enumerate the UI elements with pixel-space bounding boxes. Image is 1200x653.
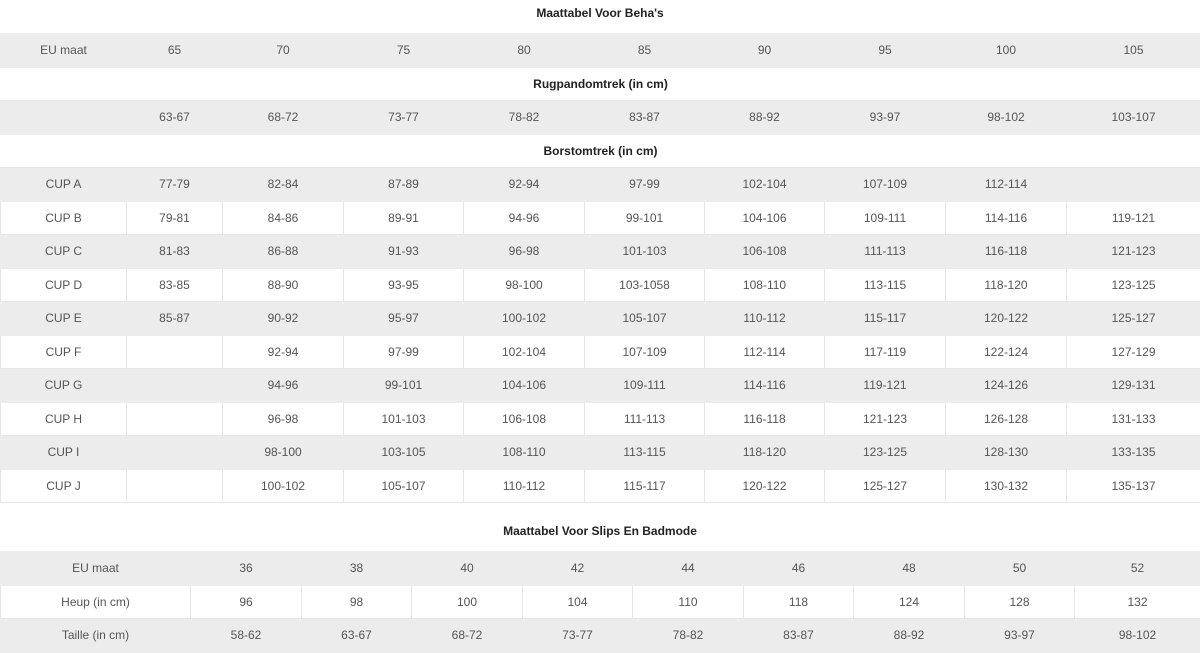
underband-cell: 98-102 [946,101,1067,135]
slip-cell: 48 [854,552,965,586]
bust-cell: 104-106 [705,201,825,235]
bust-cell: 106-108 [464,402,585,436]
slip-cell: 100 [412,585,523,619]
bust-cell: 110-112 [705,302,825,336]
slip-row [1,552,1200,586]
bust-cell: 108-110 [464,436,585,470]
bust-cell: 130-132 [946,469,1067,503]
slip-cell: 73-77 [523,619,633,653]
slip-cell: 118 [744,585,854,619]
bust-cell: 98-100 [223,436,344,470]
bust-section-row [1,134,1200,168]
cup-label: CUP C [1,235,127,269]
slip-cell: 88-92 [854,619,965,653]
slip-cell: 104 [523,585,633,619]
slip-cell: 68-72 [412,619,523,653]
underband-cell: 68-72 [223,101,344,135]
bust-cell: 104-106 [464,369,585,403]
bust-cell: 101-103 [585,235,705,269]
slip-cell: 124 [854,585,965,619]
slip-cell: 63-67 [302,619,412,653]
bra-size-table [0,33,1200,503]
underband-cell: 93-97 [825,101,946,135]
bust-cell: 120-122 [946,302,1067,336]
bust-cell: 119-121 [1067,201,1200,235]
underband-row [1,101,1200,135]
bust-cell [127,469,223,503]
bust-cell: 131-133 [1067,402,1200,436]
bust-cell: 81-83 [127,235,223,269]
bust-cell: 97-99 [344,335,464,369]
bust-cell: 110-112 [464,469,585,503]
slip-cell: 44 [633,552,744,586]
bust-cell: 114-116 [705,369,825,403]
bust-cell: 87-89 [344,168,464,202]
cup-row [1,235,1200,269]
bust-cell: 89-91 [344,201,464,235]
slip-cell: 36 [191,552,302,586]
bust-cell: 113-115 [825,268,946,302]
bust-cell: 115-117 [585,469,705,503]
bust-cell: 91-93 [344,235,464,269]
bust-cell: 117-119 [825,335,946,369]
bust-cell: 111-113 [585,402,705,436]
eu-size-cell: 65 [127,34,223,68]
bust-cell: 114-116 [946,201,1067,235]
cup-row [1,168,1200,202]
bust-cell: 99-101 [344,369,464,403]
bust-cell: 101-103 [344,402,464,436]
bust-cell: 123-125 [825,436,946,470]
bust-cell: 112-114 [705,335,825,369]
bust-cell: 107-109 [825,168,946,202]
cup-row [1,469,1200,503]
slip-cell: 132 [1075,585,1200,619]
slip-cell: 40 [412,552,523,586]
bust-cell: 126-128 [946,402,1067,436]
bust-cell: 127-129 [1067,335,1200,369]
cup-label: CUP F [1,335,127,369]
bust-cell: 112-114 [946,168,1067,202]
bust-cell: 77-79 [127,168,223,202]
slip-cell: 83-87 [744,619,854,653]
bust-cell: 84-86 [223,201,344,235]
bust-cell [127,436,223,470]
bust-cell: 125-127 [825,469,946,503]
bust-cell: 129-131 [1067,369,1200,403]
bust-cell: 108-110 [705,268,825,302]
bust-cell: 85-87 [127,302,223,336]
slip-row-label: Heup (in cm) [1,585,191,619]
bust-cell: 90-92 [223,302,344,336]
bust-cell: 98-100 [464,268,585,302]
slip-cell: 110 [633,585,744,619]
cup-label: CUP D [1,268,127,302]
eu-size-cell: 90 [705,34,825,68]
cup-row [1,436,1200,470]
eu-size-header-row [1,34,1200,68]
cup-label: CUP J [1,469,127,503]
bust-cell: 128-130 [946,436,1067,470]
underband-cell: 63-67 [127,101,223,135]
slip-cell: 98 [302,585,412,619]
bust-cell [127,335,223,369]
underband-cell: 83-87 [585,101,705,135]
bust-cell: 96-98 [223,402,344,436]
bust-cell: 124-126 [946,369,1067,403]
bust-cell: 121-123 [825,402,946,436]
bust-cell: 123-125 [1067,268,1200,302]
row-label [1,101,127,135]
bust-cell: 115-117 [825,302,946,336]
bust-cell: 106-108 [705,235,825,269]
bust-cell: 83-85 [127,268,223,302]
underband-cell: 88-92 [705,101,825,135]
bust-cell: 116-118 [705,402,825,436]
bust-cell: 100-102 [223,469,344,503]
bust-cell: 113-115 [585,436,705,470]
cup-label: CUP A [1,168,127,202]
bust-cell: 109-111 [585,369,705,403]
eu-size-cell: 75 [344,34,464,68]
bust-cell: 94-96 [464,201,585,235]
bra-size-chart-title: Maattabel Voor Beha's [0,0,1200,33]
bust-cell: 111-113 [825,235,946,269]
slip-size-chart-title: Maattabel Voor Slips En Badmode [0,503,1200,551]
bust-cell: 88-90 [223,268,344,302]
eu-size-cell: 95 [825,34,946,68]
bust-cell: 100-102 [464,302,585,336]
bust-cell: 103-1058 [585,268,705,302]
bust-cell: 96-98 [464,235,585,269]
bust-cell: 120-122 [705,469,825,503]
slip-row-label: EU maat [1,552,191,586]
slip-cell: 52 [1075,552,1200,586]
bust-cell: 82-84 [223,168,344,202]
bust-section-title: Borstomtrek (in cm) [1,134,1200,168]
cup-row [1,369,1200,403]
slip-row [1,619,1200,653]
bust-cell: 116-118 [946,235,1067,269]
bust-cell: 102-104 [464,335,585,369]
slip-row [1,585,1200,619]
slip-cell: 78-82 [633,619,744,653]
cup-label: CUP B [1,201,127,235]
slip-cell: 96 [191,585,302,619]
bust-cell: 97-99 [585,168,705,202]
slip-row-label: Taille (in cm) [1,619,191,653]
bust-cell: 92-94 [223,335,344,369]
bust-cell: 92-94 [464,168,585,202]
bust-cell: 93-95 [344,268,464,302]
bust-cell: 122-124 [946,335,1067,369]
underband-cell: 73-77 [344,101,464,135]
bust-cell: 103-105 [344,436,464,470]
row-label: EU maat [1,34,127,68]
bust-cell: 121-123 [1067,235,1200,269]
underband-section-title: Rugpandomtrek (in cm) [1,67,1200,101]
cup-row [1,201,1200,235]
cup-row [1,335,1200,369]
bust-cell [127,369,223,403]
cup-row [1,268,1200,302]
slip-cell: 128 [965,585,1075,619]
underband-cell: 103-107 [1067,101,1200,135]
eu-size-cell: 85 [585,34,705,68]
bust-cell: 95-97 [344,302,464,336]
bust-cell [1067,168,1200,202]
bust-cell: 135-137 [1067,469,1200,503]
bust-cell: 109-111 [825,201,946,235]
bust-cell: 79-81 [127,201,223,235]
slip-cell: 42 [523,552,633,586]
cup-label: CUP I [1,436,127,470]
eu-size-cell: 80 [464,34,585,68]
bust-cell: 133-135 [1067,436,1200,470]
bust-cell: 107-109 [585,335,705,369]
bust-cell: 99-101 [585,201,705,235]
slip-cell: 38 [302,552,412,586]
bust-cell: 86-88 [223,235,344,269]
cup-row [1,302,1200,336]
eu-size-cell: 70 [223,34,344,68]
slip-size-table [0,551,1200,653]
bust-cell: 105-107 [344,469,464,503]
eu-size-cell: 100 [946,34,1067,68]
cup-row [1,402,1200,436]
bust-cell: 118-120 [705,436,825,470]
underband-cell: 78-82 [464,101,585,135]
eu-size-cell: 105 [1067,34,1200,68]
bust-cell: 118-120 [946,268,1067,302]
slip-cell: 46 [744,552,854,586]
bust-cell: 102-104 [705,168,825,202]
underband-section-row [1,67,1200,101]
slip-cell: 50 [965,552,1075,586]
bust-cell: 125-127 [1067,302,1200,336]
cup-label: CUP G [1,369,127,403]
cup-label: CUP H [1,402,127,436]
bust-cell: 119-121 [825,369,946,403]
slip-cell: 93-97 [965,619,1075,653]
slip-cell: 98-102 [1075,619,1200,653]
bust-cell [127,402,223,436]
bust-cell: 105-107 [585,302,705,336]
slip-cell: 58-62 [191,619,302,653]
bust-cell: 94-96 [223,369,344,403]
cup-label: CUP E [1,302,127,336]
